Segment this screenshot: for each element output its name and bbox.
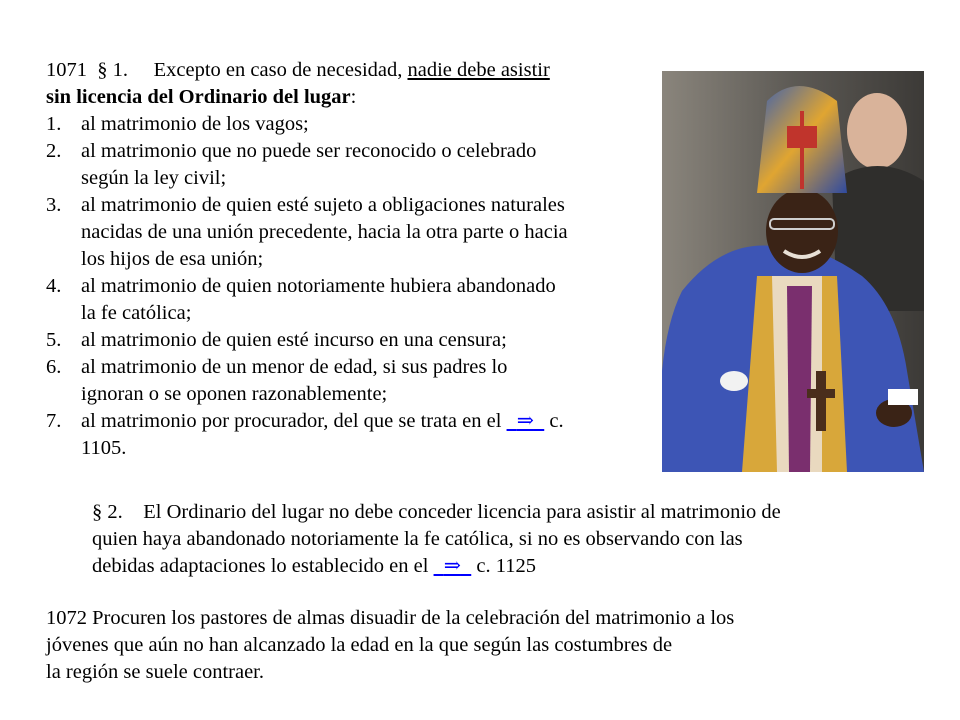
list-item <box>46 273 656 327</box>
intro-text: Excepto en caso de necesidad, <box>153 59 403 81</box>
list-item-number: 1. <box>46 113 62 135</box>
list-item <box>46 354 656 408</box>
list-item-line: nacidas de una unión precedente, hacia la otra parte o hacia <box>81 221 568 243</box>
section-2-line: quien haya abandonado notoriamente la fe católica, si no es observando con las <box>92 528 743 550</box>
list-item-text: c. <box>549 410 564 432</box>
list-item <box>46 408 656 462</box>
list-item-line: 1105. <box>81 437 127 459</box>
intro-colon: : <box>350 86 357 108</box>
canon-1071-section-2 <box>92 499 912 580</box>
section-2-text: c. 1125 <box>476 555 536 577</box>
list-item-number: 6. <box>46 356 62 378</box>
canon-link-1105[interactable] <box>507 410 545 432</box>
list-item-line: al matrimonio de los vagos; <box>81 113 309 135</box>
underlined-phrase: nadie debe asistir <box>407 59 550 81</box>
section-2-text: debidas adaptaciones lo establecido en el <box>92 555 429 577</box>
canon-1072 <box>46 605 926 686</box>
canon-1071-intro-line-2 <box>46 84 656 111</box>
list-item-number: 2. <box>46 140 62 162</box>
list-item <box>46 111 656 138</box>
canon-1072-line: jóvenes que aún no han alcanzado la edad en la que según las costumbres de <box>46 634 673 656</box>
section-2-line <box>92 499 912 526</box>
list-item <box>46 327 656 354</box>
canon-1071-intro-line-1 <box>46 57 656 84</box>
list-item-line: ignoran o se oponen razonablemente; <box>81 383 388 405</box>
list-item-line: al matrimonio de un menor de edad, si sus padres lo <box>81 356 508 378</box>
list-item-number: 3. <box>46 194 62 216</box>
section-2-line <box>92 553 912 580</box>
list-item-number: 4. <box>46 275 62 297</box>
canon-1071-section-1 <box>46 57 656 462</box>
double-right-arrow-icon: ⇒ <box>443 555 461 577</box>
conditions-list <box>46 111 656 462</box>
double-right-arrow-icon: ⇒ <box>516 410 534 432</box>
list-item-line: según la ley civil; <box>81 167 227 189</box>
list-item-line: los hijos de esa unión; <box>81 248 264 270</box>
list-item-line: al matrimonio de quien esté sujeto a obligaciones naturales <box>81 194 565 216</box>
canon-number: 1071 <box>46 59 87 81</box>
list-item-line: al matrimonio que no puede ser reconocido o celebrado <box>81 140 537 162</box>
list-item-text: al matrimonio por procurador, del que se trata en el <box>81 410 502 432</box>
list-item-line: la fe católica; <box>81 302 192 324</box>
list-item-number: 7. <box>46 410 62 432</box>
list-item-line: al matrimonio de quien notoriamente hubiera abandonado <box>81 275 556 297</box>
bold-phrase: sin licencia del Ordinario del lugar <box>46 86 351 108</box>
list-item <box>46 138 656 192</box>
section-marker: § 2. <box>92 501 123 523</box>
list-item-line <box>81 408 656 435</box>
list-item <box>46 192 656 273</box>
section-2-text: El Ordinario del lugar no debe conceder licencia para asistir al matrimonio de <box>143 501 781 523</box>
list-item-line: al matrimonio de quien esté incurso en una censura; <box>81 329 507 351</box>
section-marker: § 1. <box>97 59 128 81</box>
canon-link-1125[interactable] <box>434 555 472 577</box>
canon-1072-line: 1072 Procuren los pastores de almas disuadir de la celebración del matrimonio a los <box>46 607 735 629</box>
list-item-number: 5. <box>46 329 62 351</box>
bishop-photo <box>662 71 924 472</box>
canon-1072-line: la región se suele contraer. <box>46 661 265 683</box>
